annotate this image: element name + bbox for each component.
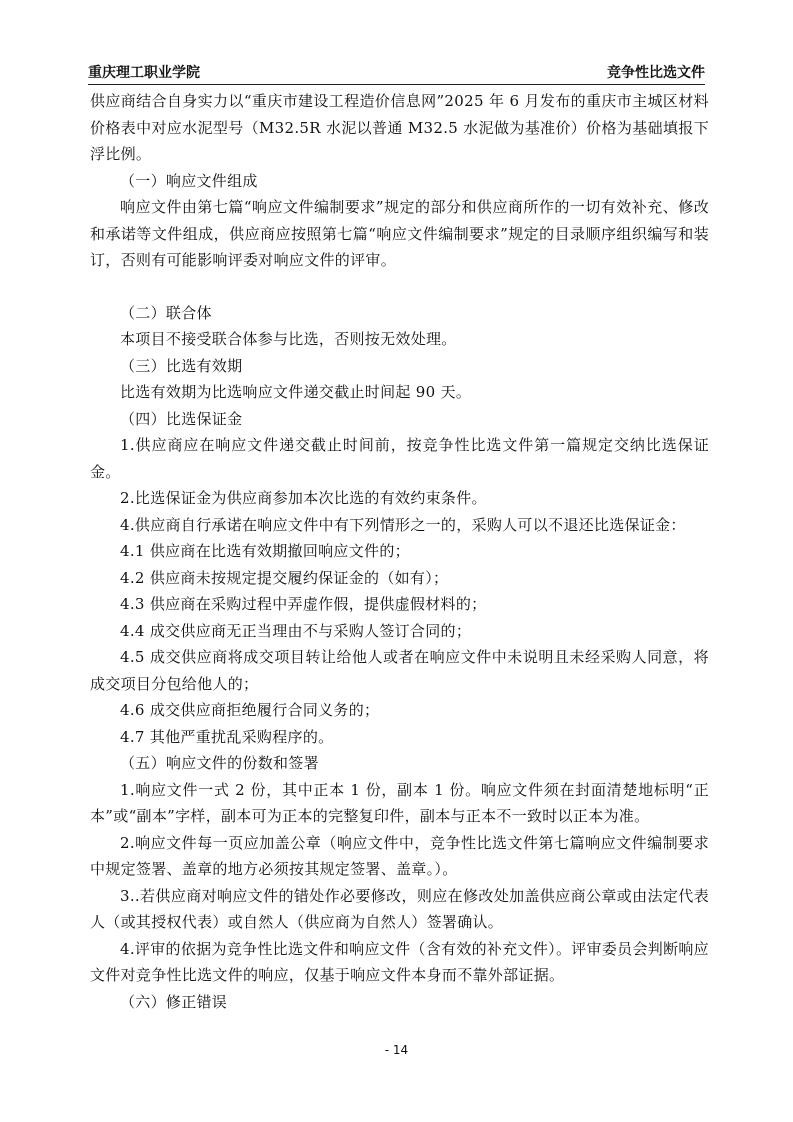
section-heading-6: （六）修正错误	[120, 992, 228, 1011]
list-item: 4.5 成交供应商将成交项目转让给他人或者在响应文件中未说明且未经采购人同意，将成交项目分包给他人的；	[90, 648, 709, 693]
section-heading-2: （二）联合体	[120, 303, 212, 322]
section-heading-1: （一）响应文件组成	[120, 171, 258, 190]
list-item: 4.1 供应商在比选有效期撤回响应文件的；	[120, 542, 410, 560]
list-item: 4.2 供应商未按规定提交履约保证金的（如有）；	[120, 568, 449, 587]
section-heading-4: （四）比选保证金	[120, 409, 243, 428]
list-item: 4.评审的依据为竞争性比选文件和响应文件（含有效的补充文件）。评审委员会判断响应文件对竞争性比选文件的响应，仅基于响应文件本身而不靠外部证据。	[90, 939, 709, 984]
list-item: 2.响应文件每一页应加盖公章（响应文件中，竞争性比选文件第七篇响应文件编制要求中规定签署、盖章的地方必须按其规定签署、盖章。）。	[90, 833, 709, 878]
document-body	[90, 88, 709, 1015]
paragraph-pricing-basis: 供应商结合自身实力以“重庆市建设工程造价信息网”2025 年 6 月发布的重庆市主城区材料价格表中对应水泥型号（M32.5R 水泥以普通 M32.5 水泥做为基准价）价格为基础填报下浮比例。	[90, 92, 709, 163]
list-item: 1.响应文件一式 2 份，其中正本 1 份，副本 1 份。响应文件须在封面清楚地标明“正本”或“副本”字样，副本可为正本的完整复印件，副本与正本不一致时以正本为准。	[90, 780, 709, 825]
header-document-type: 竞争性比选文件	[607, 65, 705, 81]
list-item: 3..若供应商对响应文件的错处作必要修改，则应在修改处加盖供应商公章或由法定代表人（或其授权代表）或自然人（供应商为自然人）签署确认。	[90, 886, 709, 931]
list-item: 4.4 成交供应商无正当理由不与采购人签订合同的；	[120, 621, 472, 640]
section-heading-3: （三）比选有效期	[120, 356, 243, 375]
list-item: 1.供应商应在响应文件递交截止时间前，按竞争性比选文件第一篇规定交纳比选保证金。	[90, 436, 709, 481]
page-number: - 14	[384, 1043, 409, 1057]
page-header	[88, 58, 705, 85]
paragraph: 本项目不接受联合体参与比选，否则按无效处理。	[120, 330, 457, 348]
header-school-name: 重庆理工职业学院	[88, 65, 200, 81]
blank-line	[90, 274, 709, 300]
list-item: 4.3 供应商在采购过程中弄虚作假，提供虚假材料的；	[120, 595, 487, 613]
paragraph: 比选有效期为比选响应文件递交截止时间起 90 天。	[120, 383, 472, 401]
section-heading-5: （五）响应文件的份数和签署	[120, 754, 319, 772]
list-item: 4.7 其他严重扰乱采购程序的。	[120, 727, 334, 746]
list-item: 4.供应商自行承诺在响应文件中有下列情形之一的，采购人可以不退还比选保证金：	[120, 515, 686, 534]
list-item: 2.比选保证金为供应商参加本次比选的有效约束条件。	[120, 489, 487, 507]
list-item: 4.6 成交供应商拒绝履行合同义务的；	[120, 701, 380, 719]
paragraph: 响应文件由第七篇“响应文件编制要求”规定的部分和供应商所作的一切有效补充、修改和承诺等文件组成，供应商应按照第七篇“响应文件编制要求”规定的目录顺序组织编写和装订，否则有可能影响评委对响应文件的评审。	[90, 198, 709, 269]
